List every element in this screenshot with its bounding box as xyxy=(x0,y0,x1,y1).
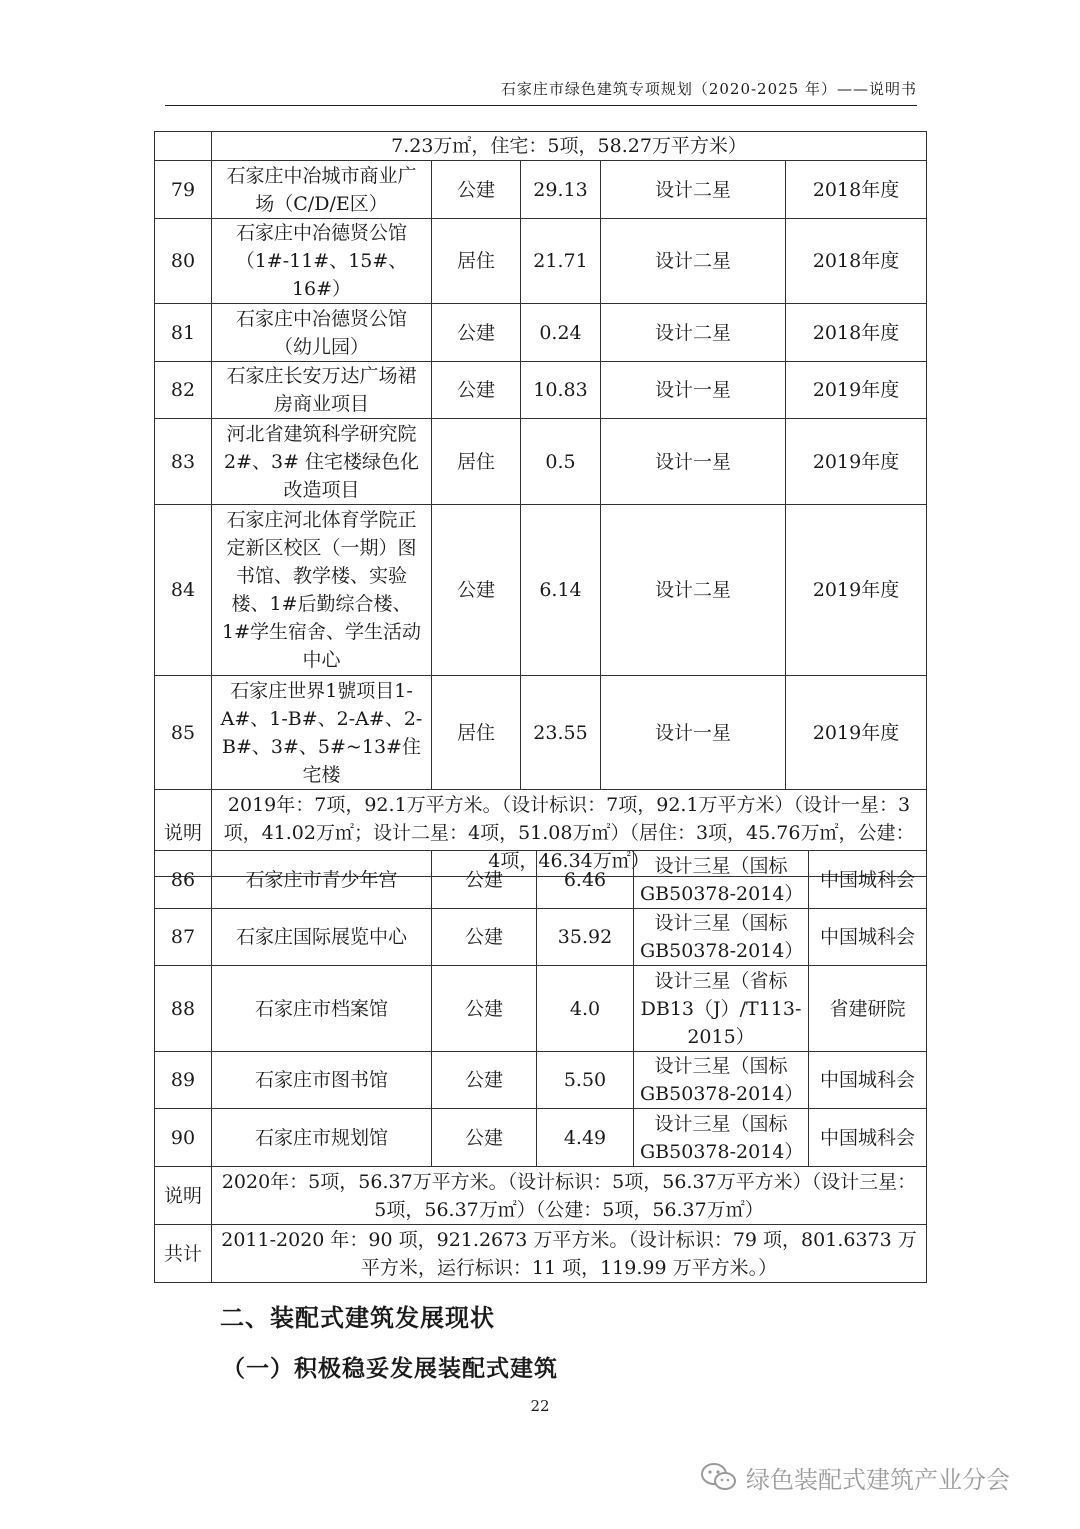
watermark-text: 绿色装配式建筑产业分会 xyxy=(746,1465,1010,1494)
table-row xyxy=(155,362,927,419)
wechat-icon xyxy=(700,1461,738,1493)
row-number: 82 xyxy=(155,362,212,419)
rating-info: 中国城科会 xyxy=(809,851,927,909)
table-row xyxy=(155,909,927,966)
project-name: 石家庄河北体育学院正定新区校区（一期）图书馆、教学楼、实验楼、1#后勤综合楼、1#学生宿舍、学生活动中心 xyxy=(212,505,432,676)
table-row xyxy=(155,132,927,161)
note-label: 说明 xyxy=(155,1167,212,1225)
rating-level: 设计三星（国标GB50378-2014） xyxy=(634,851,809,909)
row-number xyxy=(155,132,212,161)
table-row xyxy=(155,219,927,304)
building-type: 公建 xyxy=(432,304,521,362)
rating-info: 省建研院 xyxy=(809,966,927,1052)
rating-info: 中国城科会 xyxy=(809,1109,927,1167)
rating-level: 设计一星 xyxy=(601,676,786,790)
watermark xyxy=(700,1455,1060,1499)
project-name: 石家庄中冶德贤公馆（幼儿园） xyxy=(212,304,432,362)
table-row xyxy=(155,505,927,676)
row-number: 86 xyxy=(155,851,212,909)
rating-info: 2019年度 xyxy=(786,505,927,676)
building-type: 公建 xyxy=(432,909,537,966)
table-row xyxy=(155,1109,927,1167)
note-2020: 2020年：5项，56.37万平方米。（设计标识：5项，56.37万平方米）（设计三星：5项，56.37万㎡）（公建：5项，56.37万㎡） xyxy=(212,1167,927,1225)
row-number: 80 xyxy=(155,219,212,304)
rating-info: 2018年度 xyxy=(786,161,927,219)
rating-level: 设计三星（省标DB13（J）/T113-2015） xyxy=(634,966,809,1052)
project-name: 石家庄市图书馆 xyxy=(212,1052,432,1109)
rating-level: 设计三星（国标GB50378-2014） xyxy=(634,1109,809,1167)
building-type: 公建 xyxy=(432,1109,537,1167)
continuation-text: 7.23万㎡，住宅：5项，58.27万平方米） xyxy=(212,132,927,161)
summary-row-2020 xyxy=(155,1167,927,1225)
table-row xyxy=(155,1052,927,1109)
rating-info: 2019年度 xyxy=(786,419,927,505)
area-value: 21.71 xyxy=(521,219,601,304)
rating-info: 2018年度 xyxy=(786,304,927,362)
area-value: 35.92 xyxy=(537,909,634,966)
project-name: 河北省建筑科学研究院2#、3# 住宅楼绿色化改造项目 xyxy=(212,419,432,505)
row-number: 81 xyxy=(155,304,212,362)
row-number: 83 xyxy=(155,419,212,505)
table-row xyxy=(155,676,927,790)
area-value: 5.50 xyxy=(537,1052,634,1109)
total-label: 共计 xyxy=(155,1225,212,1283)
row-number: 85 xyxy=(155,676,212,790)
note-label: 说明 xyxy=(155,790,212,877)
building-type: 公建 xyxy=(432,362,521,419)
building-type: 居住 xyxy=(432,419,521,505)
area-value: 0.24 xyxy=(521,304,601,362)
table-row xyxy=(155,851,927,909)
rating-info: 中国城科会 xyxy=(809,1052,927,1109)
building-type: 公建 xyxy=(432,851,537,909)
section-subheading: （一）积极稳妥发展装配式建筑 xyxy=(222,1356,558,1382)
area-value: 0.5 xyxy=(521,419,601,505)
project-name: 石家庄中冶城市商业广场（C/D/E区） xyxy=(212,161,432,219)
area-value: 10.83 xyxy=(521,362,601,419)
project-name: 石家庄市档案馆 xyxy=(212,966,432,1052)
project-name: 石家庄市规划馆 xyxy=(212,1109,432,1167)
project-name: 石家庄中冶德贤公馆（1#-11#、15#、16#） xyxy=(212,219,432,304)
rating-info: 2018年度 xyxy=(786,219,927,304)
row-number: 84 xyxy=(155,505,212,676)
table-row xyxy=(155,161,927,219)
building-type: 公建 xyxy=(432,1052,537,1109)
rating-level: 设计二星 xyxy=(601,505,786,676)
rating-level: 设计三星（国标GB50378-2014） xyxy=(634,1052,809,1109)
building-type: 居住 xyxy=(432,676,521,790)
green-building-table-2020 xyxy=(154,850,927,1283)
total-row xyxy=(155,1225,927,1283)
building-type: 居住 xyxy=(432,219,521,304)
row-number: 90 xyxy=(155,1109,212,1167)
rating-level: 设计二星 xyxy=(601,304,786,362)
area-value: 6.46 xyxy=(537,851,634,909)
table-row xyxy=(155,966,927,1052)
building-type: 公建 xyxy=(432,966,537,1052)
rating-level: 设计一星 xyxy=(601,362,786,419)
project-name: 石家庄世界1號项目1-A#、1-B#、2-A#、2-B#、3#、5#~13#住宅楼 xyxy=(212,676,432,790)
rating-info: 中国城科会 xyxy=(809,909,927,966)
row-number: 89 xyxy=(155,1052,212,1109)
note-2019: 2019年：7项，92.1万平方米。（设计标识：7项，92.1万平方米）（设计一星：3项，41.02万㎡；设计二星：4项，51.08万㎡）（居住：3项，45.76万㎡，公建：4项，46.34万㎡） xyxy=(212,790,927,877)
area-value: 4.49 xyxy=(537,1109,634,1167)
section-heading: 二、装配式建筑发展现状 xyxy=(220,1304,495,1332)
project-name: 石家庄市青少年宫 xyxy=(212,851,432,909)
area-value: 23.55 xyxy=(521,676,601,790)
row-number: 88 xyxy=(155,966,212,1052)
row-number: 87 xyxy=(155,909,212,966)
row-number: 79 xyxy=(155,161,212,219)
rating-info: 2019年度 xyxy=(786,362,927,419)
project-name: 石家庄国际展览中心 xyxy=(212,909,432,966)
green-building-table-2018-2019 xyxy=(154,131,927,877)
rating-level: 设计二星 xyxy=(601,161,786,219)
document-header xyxy=(165,78,917,106)
total-summary: 2011-2020 年：90 项，921.2673 万平方米。（设计标识：79 项，801.6373 万平方米，运行标识：11 项，119.99 万平方米。） xyxy=(212,1225,927,1283)
area-value: 6.14 xyxy=(521,505,601,676)
table-row xyxy=(155,304,927,362)
building-type: 公建 xyxy=(432,161,521,219)
table-row xyxy=(155,419,927,505)
rating-level: 设计一星 xyxy=(601,419,786,505)
area-value: 4.0 xyxy=(537,966,634,1052)
header-title: 石家庄市绿色建筑专项规划（2020-2025 年）——说明书 xyxy=(500,80,917,98)
rating-level: 设计二星 xyxy=(601,219,786,304)
building-type: 公建 xyxy=(432,505,521,676)
area-value: 29.13 xyxy=(521,161,601,219)
rating-info: 2019年度 xyxy=(786,676,927,790)
rating-level: 设计三星（国标GB50378-2014） xyxy=(634,909,809,966)
project-name: 石家庄长安万达广场裙房商业项目 xyxy=(212,362,432,419)
page-number: 22 xyxy=(530,1397,550,1415)
